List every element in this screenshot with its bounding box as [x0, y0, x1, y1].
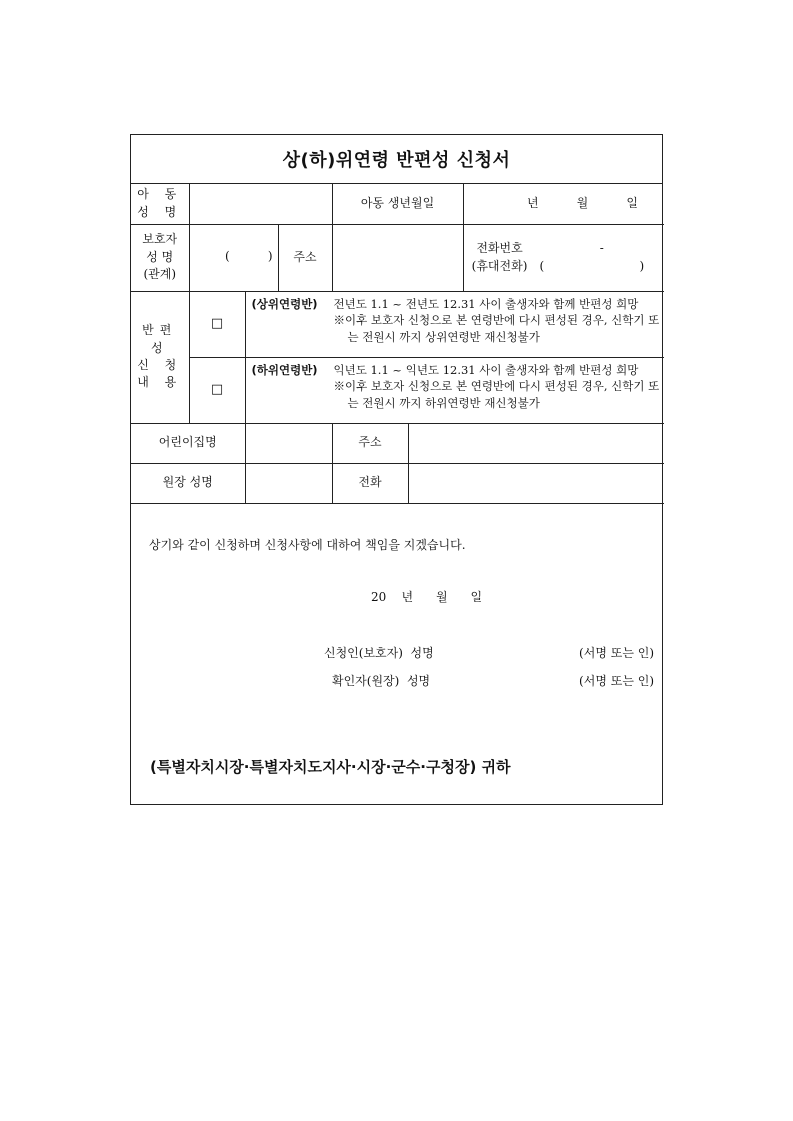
confirmer-signature[interactable]: [332, 672, 654, 689]
daycare-name-field[interactable]: [245, 423, 332, 463]
upper-checkbox[interactable]: □: [189, 291, 245, 357]
daycare-name-label: 어린이집명: [131, 423, 245, 463]
daycare-address-label: 주소: [332, 423, 408, 463]
lower-option: [245, 357, 664, 423]
director-phone-label: 전화: [332, 463, 408, 503]
guardian-name-field[interactable]: [189, 224, 278, 291]
phone-field[interactable]: [536, 240, 665, 275]
lower-option-head: (하위연령반): [251, 362, 318, 377]
daycare-address-field[interactable]: [408, 423, 664, 463]
mobile-format: ( ): [539, 258, 645, 273]
addressee: (특별자치시장·특별자치도지사·시장·군수·구청장) 귀하: [150, 757, 511, 776]
guardian-label: 보호자 성 명 (관계): [131, 224, 189, 291]
director-row: [131, 463, 664, 503]
request-lower-row: [131, 357, 664, 423]
request-label: 반편성 신 청 내 용: [131, 291, 189, 423]
director-name-field[interactable]: [245, 463, 332, 503]
request-upper-row: [131, 291, 664, 357]
upper-option: [245, 291, 664, 357]
applicant-label: 신청인(보호자) 성명: [324, 645, 434, 660]
lower-checkbox[interactable]: □: [189, 357, 245, 423]
director-name-label: 원장 성명: [131, 463, 245, 503]
child-name-label: 아 동 성 명: [131, 184, 189, 224]
director-phone-field[interactable]: [408, 463, 664, 503]
lower-option-note: ※이후 보호자 신청으로 본 연령반에 다시 편성된 경우, 신학기 또는 전원시 까지 하위연령반 재신청불가: [333, 379, 660, 410]
form-table: [131, 184, 664, 504]
declaration-text: 상기와 같이 신청하며 신청사항에 대하여 책임을 지겠습니다.: [149, 537, 466, 552]
applicant-signature[interactable]: [324, 644, 654, 661]
date-line[interactable]: 20 년 월 일: [371, 589, 483, 604]
form-title: 상(하)위연령 반편성 신청서: [131, 135, 662, 184]
phone-label: 전화번호 (휴대전화): [471, 241, 528, 273]
daycare-row: [131, 423, 664, 463]
child-birth-field[interactable]: 년 월 일: [463, 184, 664, 224]
guardian-address-field[interactable]: [332, 224, 463, 291]
relation-placeholder: ( ): [225, 248, 273, 263]
application-form: [130, 134, 663, 805]
lower-option-text: 익년도 1.1 ~ 익년도 12.31 사이 출생자와 함께 반편성 희망: [333, 362, 639, 377]
child-name-field[interactable]: [189, 184, 332, 224]
applicant-signature-hint: (서명 또는 인): [579, 645, 654, 660]
guardian-phone-cell: [463, 224, 664, 291]
confirmer-label: 확인자(원장) 성명: [332, 673, 431, 688]
upper-option-text: 전년도 1.1 ~ 전년도 12.31 사이 출생자와 함께 반편성 희망: [333, 296, 639, 311]
child-row: [131, 184, 664, 224]
confirmer-signature-hint: (서명 또는 인): [579, 673, 654, 688]
phone-format: -: [599, 241, 604, 256]
upper-option-head: (상위연령반): [251, 296, 318, 311]
declaration-section: [131, 504, 662, 808]
child-birth-label: 아동 생년월일: [332, 184, 463, 224]
guardian-address-label: 주소: [278, 224, 332, 291]
guardian-row: [131, 224, 664, 291]
upper-option-note: ※이후 보호자 신청으로 본 연령반에 다시 편성된 경우, 신학기 또는 전원시 까지 상위연령반 재신청불가: [333, 313, 660, 344]
